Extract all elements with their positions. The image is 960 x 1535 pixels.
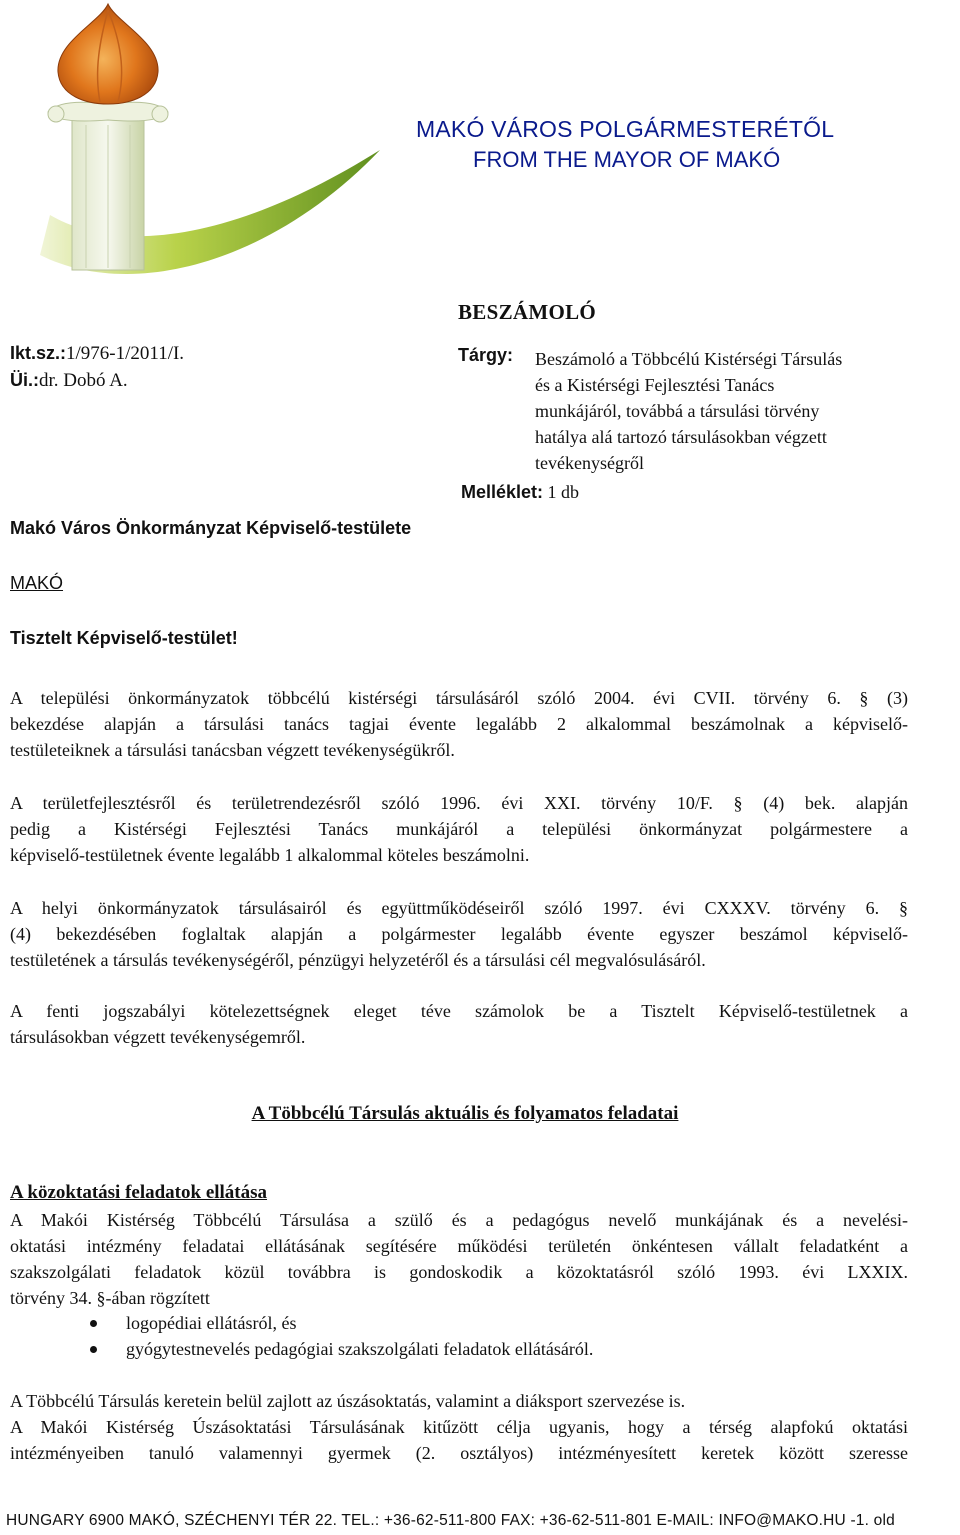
bullet-list bbox=[90, 1310, 593, 1362]
subject-line: hatálya alá tartozó társulásokban végzett bbox=[535, 427, 827, 447]
text-line: testületének a társulás tevékenységéről, pénzügyi helyzetéről és a társulási cél megvalósulásáról. bbox=[10, 950, 706, 970]
greeting: Tisztelt Képviselő-testület! bbox=[10, 628, 238, 648]
text-line: A területfejlesztésről és területrendezésről szóló 1996. évi XXI. törvény 10/F. § (4) bek. alapján bbox=[10, 793, 908, 813]
list-item: gyógytestnevelés pedagógiai szakszolgálati feladatok ellátásáról. bbox=[90, 1336, 593, 1362]
reference-value: 1/976-1/2011/I. bbox=[66, 343, 185, 364]
city-name: MAKÓ bbox=[10, 573, 64, 593]
subject-label: Tárgy: bbox=[458, 345, 514, 365]
subject-line: munkájáról, továbbá a társulási törvény bbox=[535, 401, 820, 421]
annex bbox=[461, 482, 579, 503]
mako-onion-logo bbox=[20, 0, 390, 305]
paragraph bbox=[10, 685, 908, 763]
report-title: BESZÁMOLÓ bbox=[458, 300, 597, 324]
header-subtitle: FROM THE MAYOR OF MAKÓ bbox=[473, 147, 781, 172]
text-line: társulásokban végzett tevékenységemről. bbox=[10, 1027, 306, 1047]
text-line: intézményeiben tanuló valamennyi gyermek (2. osztályos) intézményesített keretek között szeresse bbox=[10, 1443, 908, 1463]
paragraph bbox=[10, 790, 908, 868]
text-line: szakszolgálati feladatok közül továbbra is gondoskodik a közoktatásról szóló 1993. évi LXXIX. bbox=[10, 1262, 908, 1282]
subsection-title: A közoktatási feladatok ellátása bbox=[10, 1182, 268, 1203]
text-line: oktatási intézmény feladatai ellátásának segítésére működési területén önkéntesen vállalt feladatként a bbox=[10, 1236, 908, 1256]
administrator bbox=[10, 370, 128, 392]
paragraph bbox=[10, 1388, 908, 1466]
text-line: A települési önkormányzatok többcélú kistérségi társulásáról szóló 2004. évi CVII. törvény 6. § (3) bbox=[10, 688, 908, 708]
paragraph bbox=[10, 895, 908, 973]
text-line: testületeiknek a társulási tanácsban végzett tevékenységükről. bbox=[10, 740, 455, 760]
text-line: A Többcélú Társulás keretein belül zajlott az úszásoktatás, valamint a diáksport szervezése is. bbox=[10, 1391, 686, 1411]
text-line: A fenti jogszabályi kötelezettségnek eleget téve számolok be a Tisztelt Képviselő-testületnek a bbox=[10, 1001, 908, 1021]
text-line: A Makói Kistérség Úszásoktatási Társulásának kitűzött célja ugyanis, hogy a térség alapfokú oktatási bbox=[10, 1417, 908, 1437]
annex-value: 1 db bbox=[547, 482, 580, 502]
subject-text bbox=[535, 346, 935, 476]
text-line: képviselő-testületnek évente legalább 1 alkalommal köteles beszámolni. bbox=[10, 845, 530, 865]
text-line: törvény 34. §-ában rögzített bbox=[10, 1288, 210, 1308]
reference-number bbox=[10, 343, 184, 365]
council-name: Makó Város Önkormányzat Képviselő-testülete bbox=[10, 518, 412, 538]
subject-line: és a Kistérségi Fejlesztési Tanács bbox=[535, 375, 775, 395]
annex-label: Melléklet: bbox=[461, 482, 544, 502]
footer-address: HUNGARY 6900 MAKÓ, SZÉCHENYI TÉR 22. TEL.: +36-62-511-800 FAX: +36-62-511-801 E-MAIL: INFO@MAKO.HU -1. old bbox=[6, 1512, 895, 1529]
list-item: logopédiai ellátásról, és bbox=[90, 1310, 593, 1336]
text-line: pedig a Kistérségi Fejlesztési Tanács munkájáról a települési önkormányzat polgármestere a bbox=[10, 819, 908, 839]
text-line: bekezdése alapján a társulási tanács tagjai évente legalább 2 alkalommal beszámolnak a képviselő- bbox=[10, 714, 908, 734]
paragraph bbox=[10, 998, 908, 1050]
reference-label: Ikt.sz.: bbox=[10, 343, 67, 363]
text-line: (4) bekezdésében foglaltak alapján a polgármester legalább évente egyszer beszámol képviselő- bbox=[10, 924, 908, 944]
subject-line: Beszámoló a Többcélú Kistérségi Társulás bbox=[535, 349, 843, 369]
administrator-value: dr. Dobó A. bbox=[39, 370, 128, 391]
text-line: A Makói Kistérség Többcélú Társulása a szülő és a pedagógus nevelő munkájának és a nevelési- bbox=[10, 1210, 908, 1230]
subject-line: tevékenységről bbox=[535, 453, 644, 473]
text-line: A helyi önkormányzatok társulásairól és együttműködéseiről szóló 1997. évi CXXXV. törvény 6. § bbox=[10, 898, 908, 918]
section-title: A Többcélú Társulás aktuális és folyamatos feladatai bbox=[251, 1103, 679, 1124]
paragraph bbox=[10, 1207, 908, 1311]
administrator-label: Üi.: bbox=[10, 370, 39, 390]
header-title: MAKÓ VÁROS POLGÁRMESTERÉTŐL bbox=[416, 116, 835, 142]
